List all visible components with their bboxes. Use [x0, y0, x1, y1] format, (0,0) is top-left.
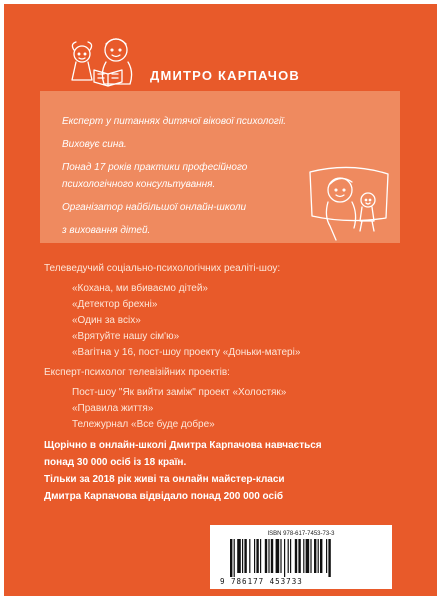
barcode-bar — [276, 539, 280, 573]
barcode-bar — [244, 539, 246, 573]
barcode-bar — [268, 539, 269, 573]
barcode-bar — [290, 539, 291, 573]
list-item: «Кохана, ми вбиваємо дітей» — [72, 283, 208, 294]
author-name: ДМИТРО КАРПАЧОВ — [150, 68, 300, 83]
barcode-bar — [328, 539, 330, 577]
barcode-bar — [237, 539, 241, 573]
barcode-bar — [265, 539, 267, 573]
isbn-text: ISBN 978-617-7453-73-3 — [267, 531, 335, 537]
stats-line: Дмитра Карпачова відвідало понад 200 000 осіб — [44, 491, 284, 502]
barcode-bar — [303, 539, 304, 573]
list-item: «Один за всіх» — [72, 315, 141, 326]
barcode-bar — [256, 539, 258, 573]
list-item: «Правила життя» — [72, 403, 154, 414]
barcode-digits: 9 786177 453733 — [220, 577, 303, 586]
tv-host-heading: Телеведучий соціально-психологічних реаліті-шоу: — [44, 263, 281, 274]
barcode-bar — [254, 539, 255, 573]
bio-text — [62, 113, 332, 239]
list-item: Тележурнал «Все буде добре» — [72, 419, 215, 430]
barcode-bar — [234, 539, 235, 577]
tv-expert-heading: Експерт-психолог телевізійних проектів: — [44, 367, 230, 378]
barcode-box — [210, 525, 392, 589]
stats-line: Щорічно в онлайн-школі Дмитра Карпачова навчається — [44, 440, 322, 451]
barcode-bar — [260, 539, 261, 573]
list-item: «Врятуйте нашу сім'ю» — [72, 331, 180, 342]
bio-line: Організатор найбільшої онлайн-школи — [62, 202, 247, 213]
barcode-bar — [295, 539, 297, 573]
barcode-bar — [318, 539, 319, 573]
stats-line: Тільки за 2018 рік живі та онлайн майстер-класи — [44, 474, 285, 485]
barcode-bar — [284, 539, 285, 577]
bio-line: з виховання дітей. — [62, 225, 151, 236]
barcode-bar — [242, 539, 243, 573]
barcode-bar — [230, 539, 232, 577]
barcode-bar — [326, 539, 327, 573]
barcode-bar — [280, 539, 281, 573]
barcode-bar — [288, 539, 289, 573]
barcode-bar — [306, 539, 310, 573]
parent-child-illustration — [306, 164, 394, 248]
bio-line: Понад 17 років практики професійного — [62, 162, 248, 173]
barcode-icon — [228, 539, 374, 577]
barcode-bar — [320, 539, 322, 573]
bio-line: Експерт у питаннях дитячої вікової психології. — [62, 116, 287, 127]
barcode-bar — [314, 539, 316, 573]
book-back-cover — [4, 4, 437, 596]
list-item: «Детектор брехні» — [72, 299, 158, 310]
barcode-bar — [298, 539, 300, 573]
barcode-bar — [249, 539, 250, 573]
stats-line: понад 30 000 осіб із 18 країн. — [44, 457, 187, 468]
bio-line: психологічного консультування. — [62, 179, 216, 190]
list-item: Пост-шоу "Як вийти заміж" проект «Холостяк» — [72, 387, 287, 398]
list-item: «Вагітна у 16, пост-шоу проекту «Доньки-матері» — [72, 347, 301, 358]
stats-text — [44, 437, 322, 505]
tv-host-list — [72, 281, 300, 361]
barcode-bar — [271, 539, 273, 573]
barcode-bar — [310, 539, 311, 573]
children-reading-illustration — [68, 34, 148, 92]
tv-expert-list — [72, 385, 286, 433]
bio-line: Виховує сина. — [62, 139, 127, 150]
